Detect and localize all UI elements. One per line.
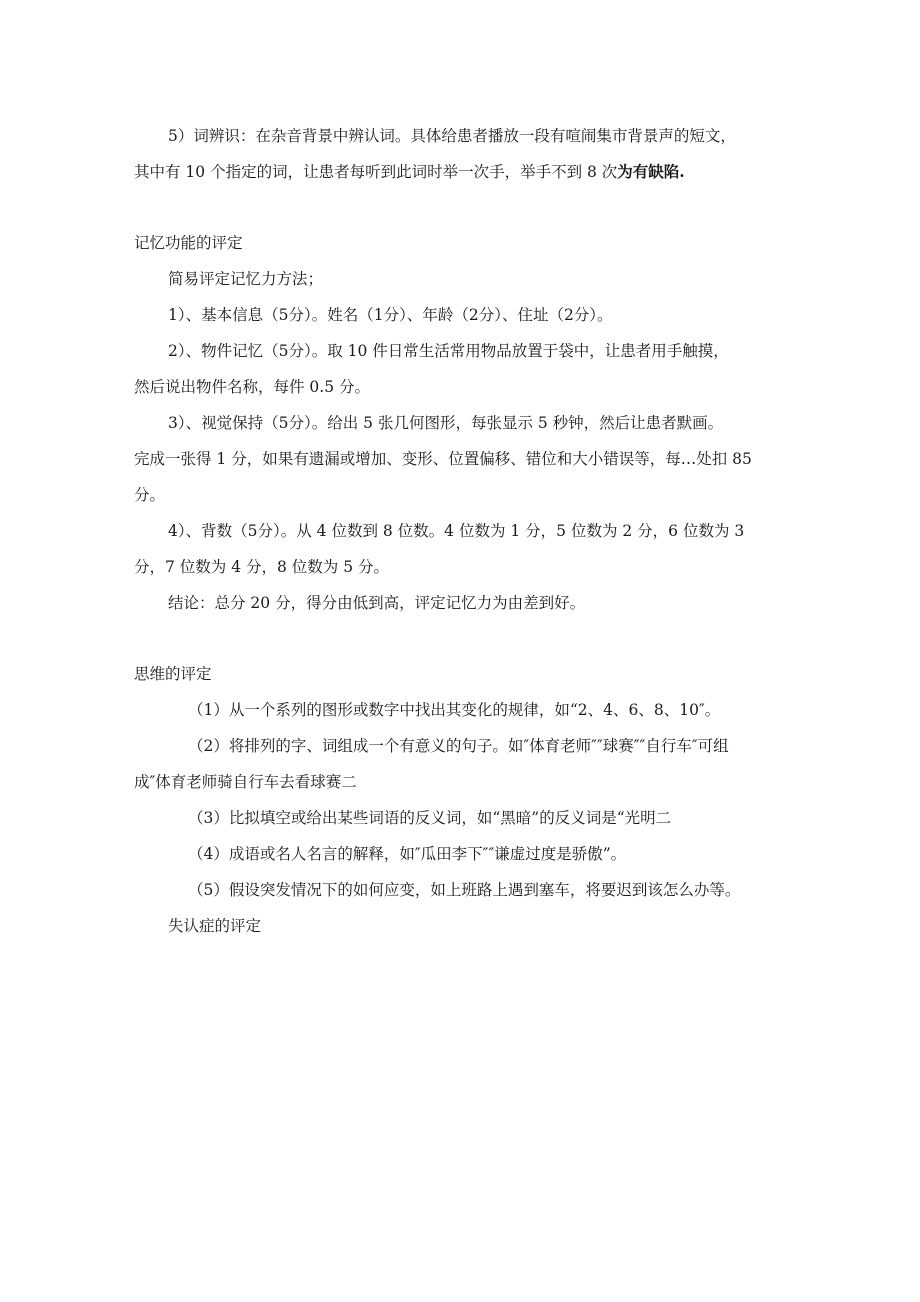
memory-item-3-line-3: 分。 — [134, 486, 166, 504]
memory-item-1: 1）、基本信息（5分）。姓名（1分）、年龄（2分）、住址（2分）。 — [168, 306, 613, 324]
thinking-item-5: （5）假设突发情况下的如何应变，如上班路上遇到塞车，将要迟到该怎么办等。 — [188, 881, 741, 899]
agnosia-section-heading: 失认症的评定 — [168, 917, 262, 935]
memory-intro: 简易评定记忆力方法； — [168, 270, 324, 288]
memory-conclusion: 结论：总分 20 分，得分由低到高，评定记忆力为由差到好。 — [168, 594, 586, 612]
word-discrimination-emphasis: 为有缺陷. — [617, 162, 685, 181]
thinking-section-heading: 思维的评定 — [134, 665, 212, 683]
word-discrimination-line-1: 5）词辨识：在杂音背景中辨认词。具体给患者播放一段有喧闹集市背景声的短文， — [168, 127, 736, 145]
thinking-item-4: （4）成语或名人名言的解释，如″瓜田李下″″谦虚过度是骄傲”。 — [188, 845, 627, 863]
memory-item-2-line-1: 2）、物件记忆（5分）。取 10 件日常生活常用物品放置于袋中，让患者用手触摸， — [168, 342, 729, 360]
memory-section-heading: 记忆功能的评定 — [134, 234, 243, 252]
word-discrimination-line-2 — [134, 154, 798, 190]
memory-item-3-line-1: 3）、视觉保持（5分）。给出 5 张几何图形，每张显示 5 秒钟，然后让患者默画。 — [168, 414, 724, 432]
thinking-item-1: （1）从一个系列的图形或数字中找出其变化的规律，如“2、4、6、8、10″。 — [188, 701, 721, 719]
thinking-item-3: （3）比拟填空或给出某些词语的反义词，如“黑暗”的反义词是“光明二 — [188, 809, 672, 827]
thinking-item-2-line-1: （2）将排列的字、词组成一个有意义的句子。如″体育老师″″球赛″″自行车″可组 — [188, 737, 729, 755]
memory-item-2-line-2: 然后说出物件名称，每件 0.5 分。 — [134, 378, 371, 396]
thinking-item-2-line-2: 成″体育老师骑自行车去看球赛二 — [134, 773, 357, 791]
memory-item-4-line-1: 4）、背数（5分）。从 4 位数到 8 位数。4 位数为 1 分，5 位数为 2 分，6 位数为 3 — [168, 522, 745, 540]
word-discrimination-line-2-text: 其中有 10 个指定的词，让患者每听到此词时举一次手，举手不到 8 次 — [134, 163, 618, 181]
memory-item-3-line-2: 完成一张得 1 分，如果有遗漏或增加、变形、位置偏移、错位和大小错误等，每…处扣 85 — [134, 450, 752, 468]
memory-item-4-line-2: 分，7 位数为 4 分，8 位数为 5 分。 — [134, 558, 390, 576]
